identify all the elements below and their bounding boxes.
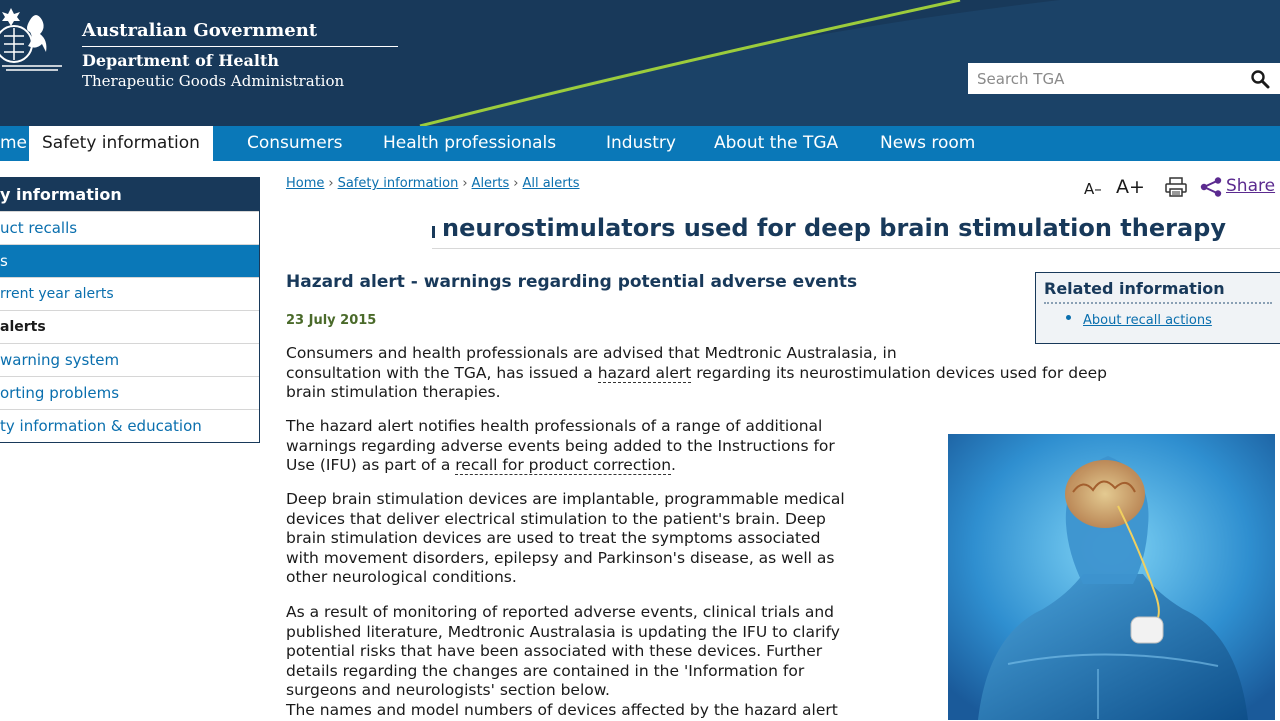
text-run: regarding its neurostimulation devices used for deep: [691, 363, 1107, 382]
sidebar-item-current-year-alerts[interactable]: rrent year alerts: [0, 277, 259, 310]
share-link[interactable]: Share: [1226, 176, 1276, 196]
page-title-text: neurostimulators used for deep brain stimulation therapy: [442, 214, 1226, 242]
paragraph-2: [286, 417, 835, 476]
breadcrumb-safety-information[interactable]: Safety information: [337, 176, 459, 191]
breadcrumb-alerts[interactable]: Alerts: [471, 176, 510, 191]
text-line: As a result of monitoring of reported adverse events, clinical trials and: [286, 603, 835, 621]
text-line: surgeons and neurologists' section below.: [286, 681, 610, 700]
main-nav: [0, 126, 1280, 161]
text-line: brain stimulation devices are used to treat the symptoms associated: [286, 529, 821, 548]
nav-item-industry[interactable]: Industry: [606, 133, 676, 153]
agency-name: Therapeutic Goods Administration: [82, 72, 345, 90]
sidebar-item-warning-system[interactable]: warning system: [0, 343, 259, 376]
sidebar-item-reporting-problems[interactable]: orting problems: [0, 376, 259, 409]
text-line: [286, 456, 835, 476]
bullet-icon: [1066, 315, 1071, 320]
breadcrumb-separator: ›: [462, 176, 468, 191]
text-line: warnings regarding adverse events being added to the Instructions for: [286, 436, 835, 455]
page-title: [432, 214, 1280, 249]
search-icon[interactable]: [1250, 69, 1270, 89]
text-line: The names and model numbers of devices affected by the hazard alert: [286, 701, 838, 719]
search-box: [968, 63, 1280, 94]
nav-item-about-the-tga[interactable]: About the TGA: [714, 133, 839, 153]
search-input[interactable]: [968, 63, 1256, 94]
paragraph-3: [286, 490, 845, 588]
text-line: The hazard alert notifies health professionals of a range of additional: [286, 417, 823, 435]
paragraph-1: [286, 344, 1107, 403]
share-icon[interactable]: [1200, 177, 1222, 197]
hazard-alert-link[interactable]: hazard alert: [597, 363, 692, 382]
breadcrumb-separator: ›: [328, 176, 334, 191]
sidebar-item-alerts[interactable]: s: [0, 244, 259, 277]
nav-item-home[interactable]: me: [0, 133, 28, 153]
text-line: potential risks that have been associated with these devices. Further: [286, 642, 823, 661]
text-line: details regarding the changes are contained in the 'Information for: [286, 661, 805, 680]
text-line: Deep brain stimulation devices are implantable, programmable medical: [286, 490, 845, 508]
related-link-about-recall-actions[interactable]: About recall actions: [1083, 313, 1212, 328]
site-header: [0, 0, 1280, 126]
text-line: Consumers and health professionals are advised that Medtronic Australasia, in: [286, 344, 897, 362]
text-larger-button[interactable]: A+: [1116, 176, 1145, 198]
nav-item-news-room[interactable]: News room: [880, 133, 976, 153]
nav-item-health-professionals[interactable]: Health professionals: [383, 133, 557, 153]
text-line: devices that deliver electrical stimulation to the patient's brain. Deep: [286, 509, 826, 528]
coat-of-arms-icon: [0, 6, 72, 76]
dbs-figure-graphic: [948, 434, 1275, 720]
text-line: published literature, Medtronic Australasia is updating the IFU to clarify: [286, 622, 840, 641]
text-run: consultation with the TGA, has issued a: [286, 363, 598, 382]
recall-for-product-correction-link[interactable]: recall for product correction: [455, 456, 672, 475]
deep-brain-stimulation-illustration: [948, 434, 1275, 720]
paragraph-4: [286, 603, 840, 701]
text-line: [286, 364, 1107, 384]
alert-subtitle: Hazard alert - warnings regarding potential adverse events: [286, 272, 858, 292]
text-line: other neurological conditions.: [286, 568, 517, 587]
nav-item-safety-information[interactable]: Safety information: [29, 126, 213, 161]
breadcrumb-separator: ›: [513, 176, 519, 191]
publish-date: 23 July 2015: [286, 313, 377, 328]
related-information-box: [1035, 272, 1280, 344]
text-line: with movement disorders, epilepsy and Parkinson's disease, as well as: [286, 548, 835, 567]
nav-item-consumers[interactable]: Consumers: [247, 133, 343, 153]
breadcrumb: [286, 176, 580, 191]
sidebar-nav: [0, 177, 260, 443]
sidebar-item-safety-information-education[interactable]: ty information & education: [0, 409, 259, 442]
government-title: Australian Government: [82, 20, 398, 47]
paragraph-5: [286, 701, 838, 721]
breadcrumb-home[interactable]: Home: [286, 176, 325, 191]
related-information-title: Related information: [1044, 279, 1272, 304]
text-run: Use (IFU) as part of a: [286, 456, 456, 475]
breadcrumb-all-alerts[interactable]: All alerts: [522, 176, 580, 191]
text-smaller-button[interactable]: A–: [1084, 180, 1102, 198]
text-run: .: [671, 456, 676, 475]
sidebar-item-product-recalls[interactable]: uct recalls: [0, 211, 259, 244]
sidebar-item-all-alerts[interactable]: alerts: [0, 310, 259, 343]
print-icon[interactable]: [1164, 177, 1188, 197]
text-line: brain stimulation therapies.: [286, 383, 501, 402]
department-name: Department of Health: [82, 51, 280, 70]
sidebar-heading[interactable]: y information: [0, 178, 259, 211]
government-branding[interactable]: [82, 20, 398, 91]
